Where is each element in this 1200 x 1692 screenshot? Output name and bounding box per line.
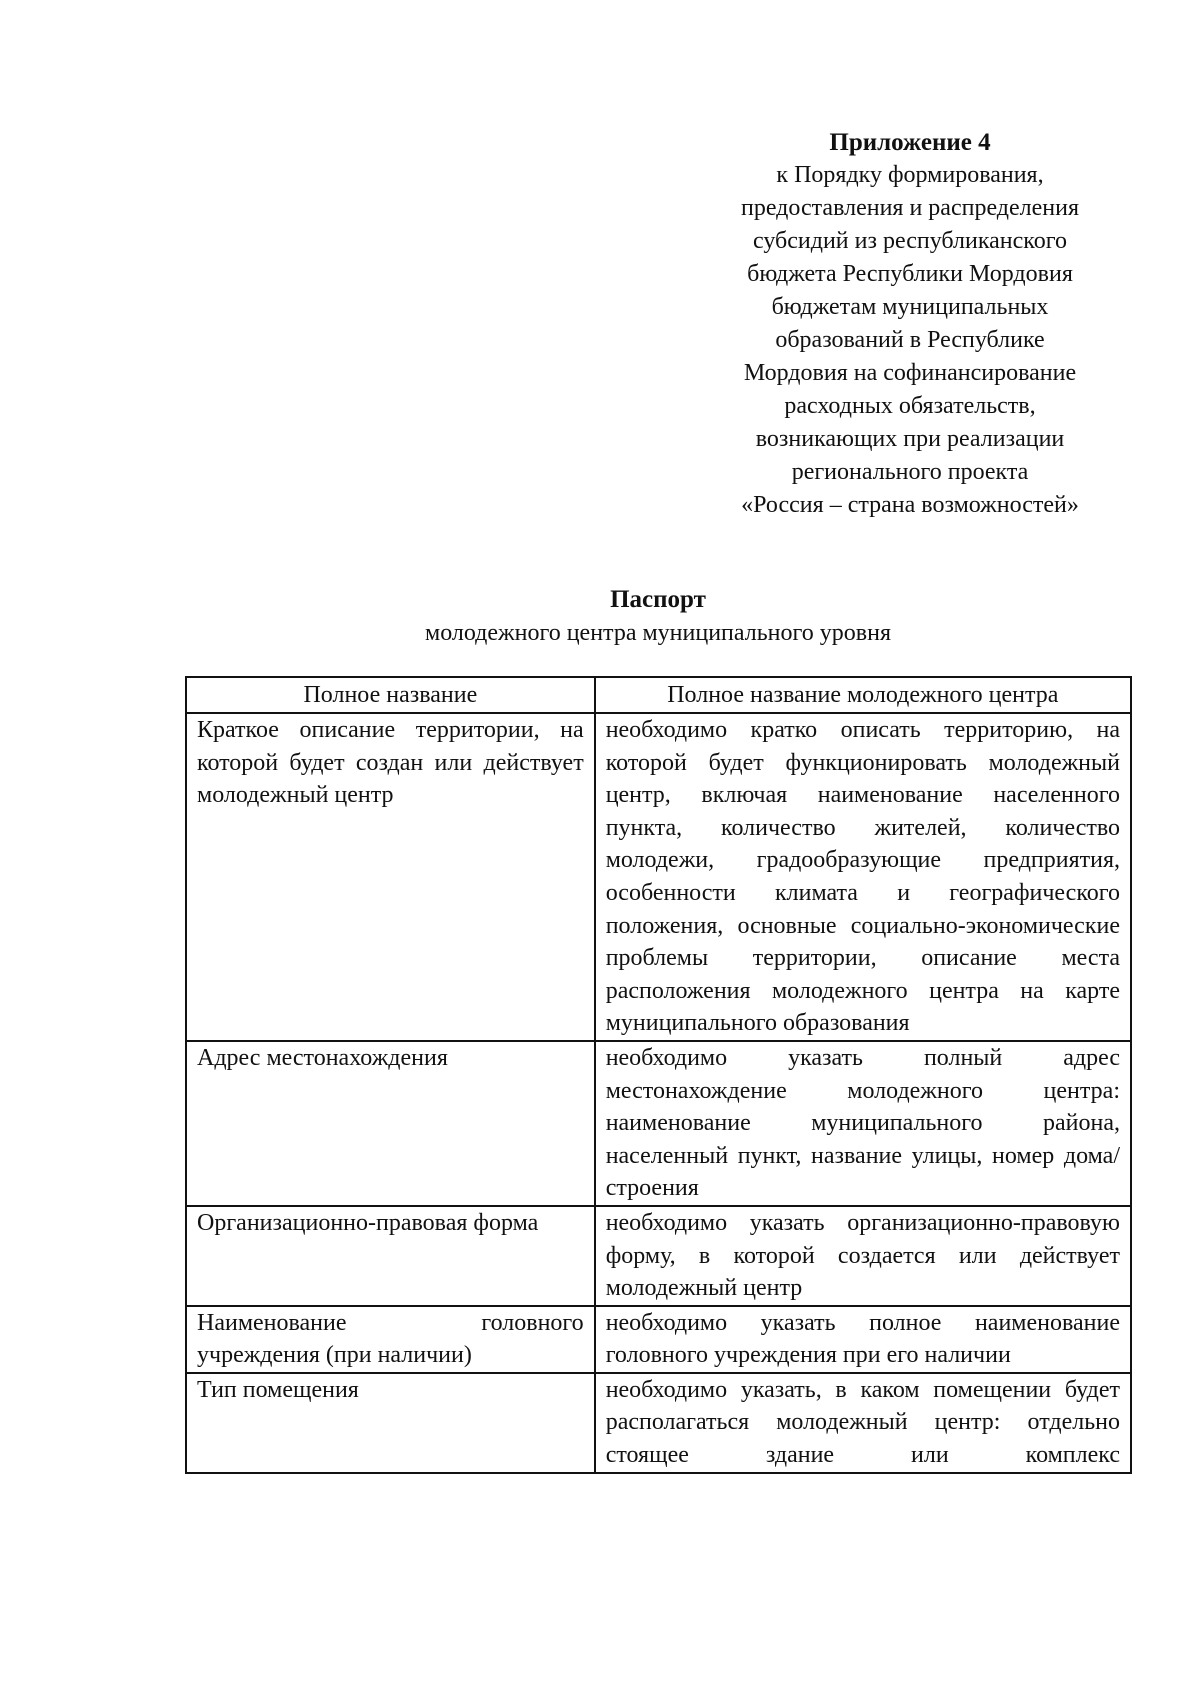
appendix-line: «Россия – страна возможностей»: [741, 492, 1079, 518]
row-description-cell: необходимо указать организационно-правовую форму, в которой создается или действует молодежный центр: [595, 1206, 1131, 1306]
appendix-line: регионального проекта: [791, 459, 1029, 485]
appendix-line: к Порядку формирования,: [776, 162, 1044, 188]
table-row: [186, 1373, 1131, 1473]
appendix-line: возникающих при реализации: [755, 426, 1065, 452]
table-header-cell: Полное название молодежного центра: [595, 677, 1131, 713]
appendix-line: субсидий из республиканского: [753, 228, 1067, 254]
row-name-cell: Краткое описание территории, на которой будет создан или действует молодежный центр: [186, 713, 595, 1041]
row-name-cell: Наименование головного учреждения (при наличии): [186, 1306, 595, 1373]
appendix-line: образований в Республике: [775, 327, 1045, 353]
passport-table: [185, 676, 1132, 1474]
table-header-cell: Полное название: [186, 677, 595, 713]
appendix-line: предоставления и распределения: [741, 195, 1079, 221]
table-header-row: [186, 677, 1131, 713]
row-description-cell: необходимо указать полное наименование головного учреждения при его наличии: [595, 1306, 1131, 1373]
table-row: [186, 1041, 1131, 1206]
document-title: Паспорт: [610, 586, 706, 613]
row-description-cell: необходимо кратко описать территорию, на которой будет функционировать молодежный центр, включая наименование населенного пункта, количество жителей, количество молодежи, градообразующие предприятия, особенности климата и географического положения, основные социально-экономические проблемы территории, описание места расположения молодежного центра на карте муниципального образования: [595, 713, 1131, 1041]
appendix-block: [680, 126, 1140, 522]
document-heading: [0, 583, 1200, 649]
row-description-cell: необходимо указать, в каком помещении будет располагаться молодежный центр: отдельно стоящее здание или комплекс: [595, 1373, 1131, 1473]
row-description-cell: необходимо указать полный адрес местонахождение молодежного центра: наименование муниципального района, населенный пункт, название улицы, номер дома/строения: [595, 1041, 1131, 1206]
appendix-line: бюджета Республики Мордовия: [747, 261, 1073, 287]
appendix-title: Приложение 4: [829, 129, 991, 156]
table-row: [186, 713, 1131, 1041]
row-name-cell: Адрес местонахождения: [186, 1041, 595, 1206]
row-name-cell: Тип помещения: [186, 1373, 595, 1473]
appendix-line: Мордовия на софинансирование: [743, 360, 1077, 386]
document-subtitle: молодежного центра муниципального уровня: [425, 620, 891, 646]
table-row: [186, 1306, 1131, 1373]
appendix-line: расходных обязательств,: [784, 393, 1036, 419]
row-name-cell: Организационно-правовая форма: [186, 1206, 595, 1306]
table-row: [186, 1206, 1131, 1306]
appendix-line: бюджетам муниципальных: [771, 294, 1049, 320]
